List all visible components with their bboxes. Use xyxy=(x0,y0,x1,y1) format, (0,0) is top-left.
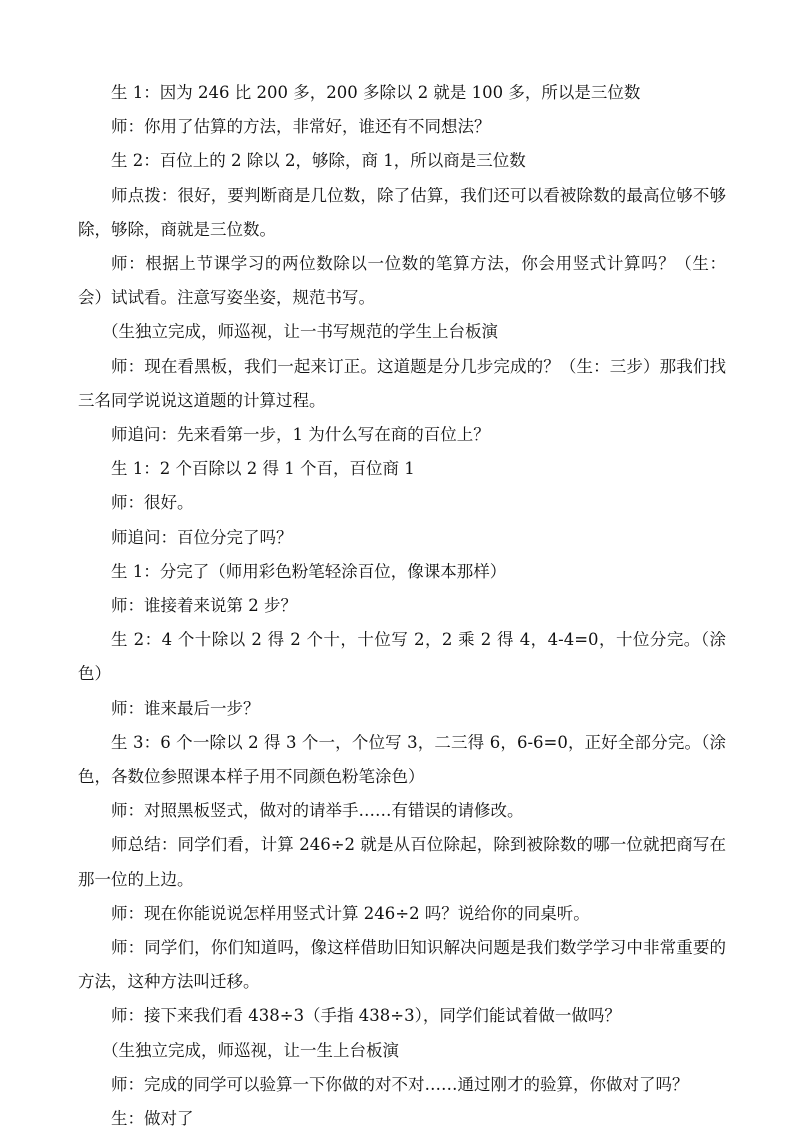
paragraph: 师：现在看黑板，我们一起来订正。这道题是分几步完成的？（生：三步）那我们找三名同学说说这道题的计算过程。 xyxy=(78,356,726,410)
paragraph: 生 2：4 个十除以 2 得 2 个十，十位写 2，2 乘 2 得 4，4-4=0，十位分完。（涂色） xyxy=(78,630,726,684)
paragraph: 师：谁接着来说第 2 步？ xyxy=(111,596,297,616)
paragraph: 生 2：百位上的 2 除以 2，够除，商 1，所以商是三位数 xyxy=(111,151,526,171)
paragraph: 师：接下来我们看 438÷3（手指 438÷3），同学们能试着做一做吗？ xyxy=(111,1006,621,1026)
paragraph: 生 1：因为 246 比 200 多，200 多除以 2 就是 100 多，所以是三位数 xyxy=(111,83,641,102)
paragraph: 师：对照黑板竖式，做对的请举手……有错误的请修改。 xyxy=(111,801,524,821)
document-body xyxy=(78,76,726,1136)
paragraph: （生独立完成，师巡视，让一书写规范的学生上台板演 xyxy=(102,322,498,342)
paragraph: 师：根据上节课学习的两位数除以一位数的笔算方法，你会用竖式计算吗？（生：会）试试看。注意写姿坐姿，规范书写。 xyxy=(78,254,726,308)
paragraph: （生独立完成，师巡视，让一生上台板演 xyxy=(102,1040,399,1060)
paragraph: 师：你用了估算的方法，非常好，谁还有不同想法？ xyxy=(111,117,491,137)
paragraph: 师点拨：很好，要判断商是几位数，除了估算，我们还可以看被除数的最高位够不够除，够除，商就是三位数。 xyxy=(78,185,726,239)
paragraph: 师：很好。 xyxy=(111,493,194,513)
paragraph: 生 3：6 个一除以 2 得 3 个一，个位写 3，二三得 6，6-6=0，正好全部分完。（涂色，各数位参照课本样子用不同颜色粉笔涂色） xyxy=(78,732,726,787)
paragraph: 生：做对了 xyxy=(111,1109,194,1129)
paragraph: 师追问：先来看第一步，1 为什么写在商的百位上？ xyxy=(111,425,490,445)
paragraph: 生 1：2 个百除以 2 得 1 个百，百位商 1 xyxy=(111,459,415,479)
paragraph: 师：完成的同学可以验算一下你做的对不对……通过刚才的验算，你做对了吗？ xyxy=(111,1074,689,1094)
paragraph: 师：谁来最后一步？ xyxy=(111,698,260,718)
paragraph: 师追问：百位分完了吗？ xyxy=(111,527,293,547)
paragraph: 师：现在你能说说怎样用竖式计算 246÷2 吗？说给你的同桌听。 xyxy=(111,903,590,923)
paragraph: 师总结：同学们看，计算 246÷2 就是从百位除起，除到被除数的哪一位就把商写在那一位的上边。 xyxy=(78,835,726,889)
paragraph: 师：同学们，你们知道吗，像这样借助旧知识解决问题是我们数学学习中非常重要的方法，这种方法叫迁移。 xyxy=(78,938,726,992)
paragraph: 生 1：分完了（师用彩色粉笔轻涂百位，像课本那样） xyxy=(111,561,507,581)
